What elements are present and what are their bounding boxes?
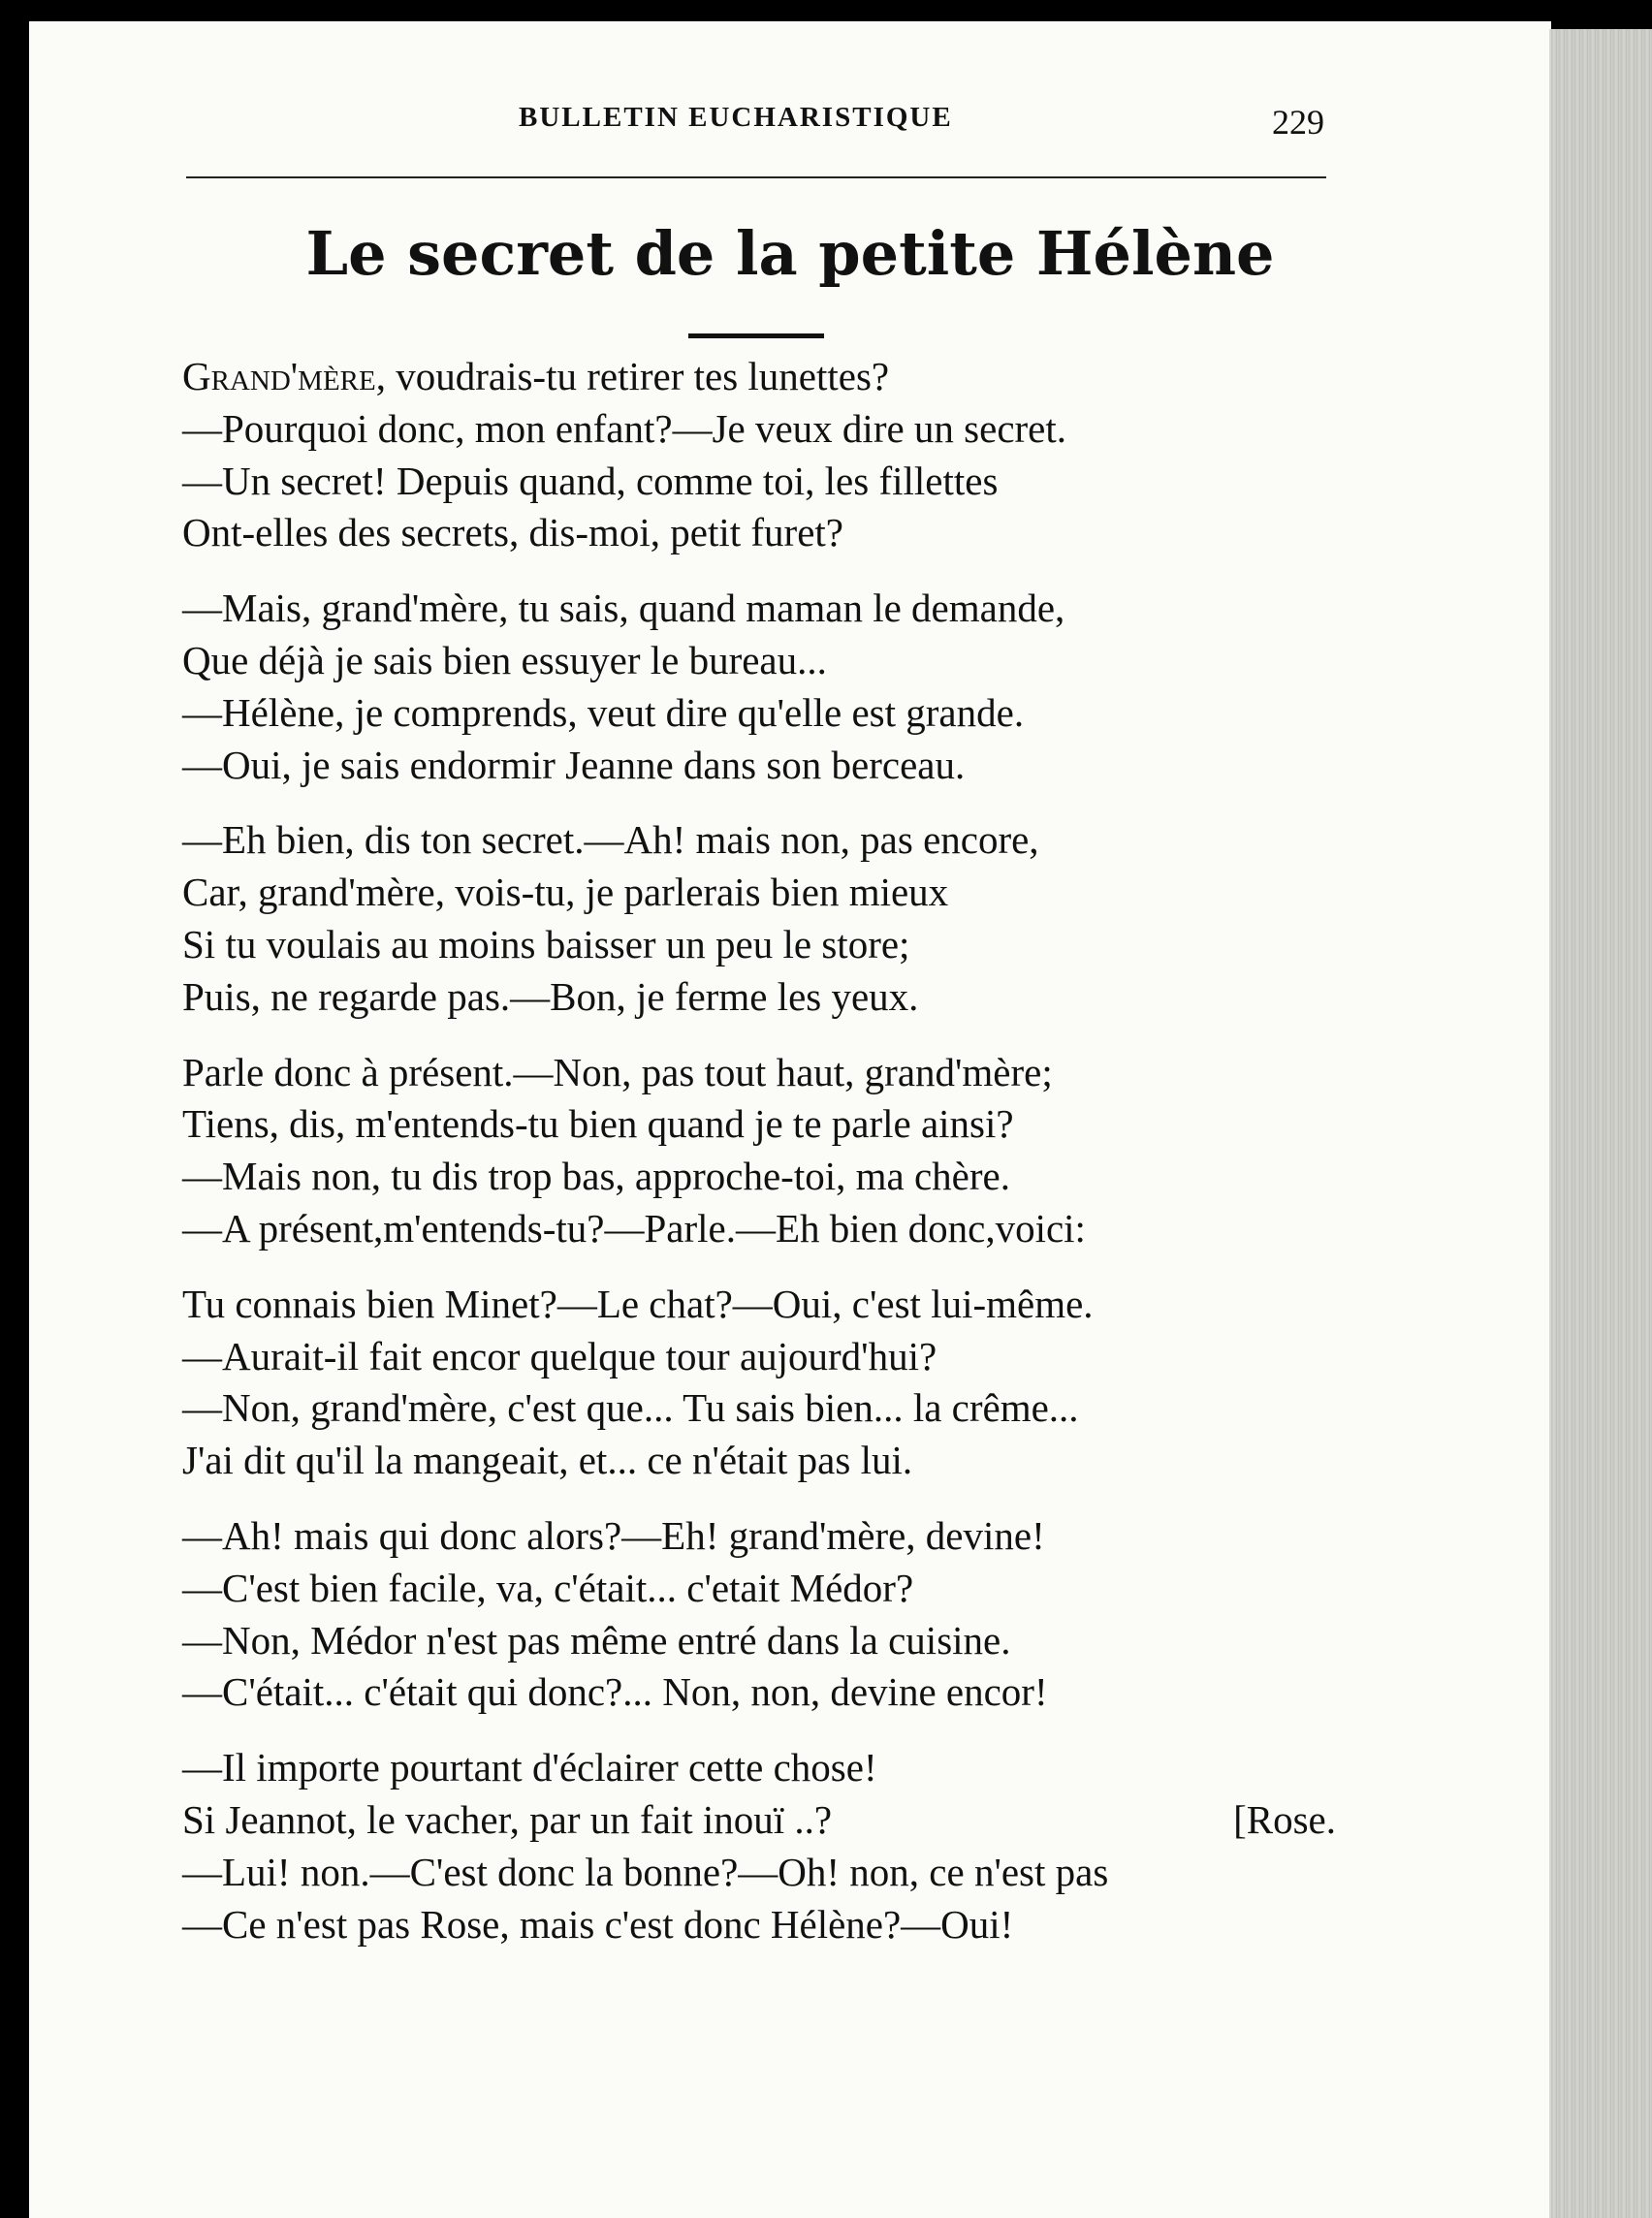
stanza-7 bbox=[182, 1742, 1336, 1950]
poem-line: —Non, grand'mère, c'est que... Tu sais bien... la crême... bbox=[182, 1385, 1079, 1431]
poem-line: Tiens, dis, m'entends-tu bien quand je te parle ainsi? bbox=[182, 1101, 1014, 1147]
poem-body bbox=[182, 351, 1336, 1974]
poem-line: —Lui! non.—C'est donc la bonne?—Oh! non, ce n'est pas bbox=[182, 1849, 1109, 1894]
title-rule bbox=[688, 333, 824, 338]
poem-line: —Aurait-il fait encor quelque tour aujourd'hui? bbox=[182, 1333, 937, 1378]
poem-line: Tu connais bien Minet?—Le chat?—Oui, c'est lui-même. bbox=[182, 1281, 1094, 1326]
poem-line: —A présent,m'entends-tu?—Parle.—Eh bien donc,voici: bbox=[182, 1205, 1086, 1251]
poem-line: Car, grand'mère, vois-tu, je parlerais bien mieux bbox=[182, 870, 949, 915]
page-number: 229 bbox=[1272, 103, 1324, 142]
poem-line: Parle donc à présent.—Non, pas tout haut, grand'mère; bbox=[182, 1049, 1053, 1094]
poem-line: Ont-elles des secrets, dis-moi, petit furet? bbox=[182, 510, 843, 555]
poem-line: —Il importe pourtant d'éclairer cette chose! bbox=[182, 1745, 877, 1790]
poem-line: —C'était... c'était qui donc?... Non, non, devine encor! bbox=[182, 1669, 1048, 1715]
poem-line: Que déjà je sais bien essuyer le bureau... bbox=[182, 637, 827, 682]
poem-line: —Hélène, je comprends, veut dire qu'elle est grande. bbox=[182, 689, 1025, 735]
poem-title: Le secret de la petite Hélène bbox=[305, 218, 1275, 289]
stanza-2 bbox=[182, 583, 1336, 791]
line-text: Si Jeannot, le vacher, par un fait inouï ..? bbox=[182, 1796, 833, 1842]
poem-line: —Oui, je sais endormir Jeanne dans son berceau. bbox=[182, 742, 966, 787]
stanza-4 bbox=[182, 1047, 1336, 1255]
page-edge bbox=[1549, 29, 1652, 2218]
poem-line: —Ah! mais qui donc alors?—Eh! grand'mère, devine! bbox=[182, 1512, 1045, 1558]
poem-line: Puis, ne regarde pas.—Bon, je ferme les yeux. bbox=[182, 973, 919, 1019]
poem-line: —Mais non, tu dis trop bas, approche-toi, ma chère. bbox=[182, 1154, 1010, 1199]
stanza-5 bbox=[182, 1279, 1336, 1487]
line-text: voudrais-tu retirer tes lunettes? bbox=[385, 354, 890, 398]
running-title: BULLETIN EUCHARISTIQUE bbox=[519, 102, 953, 133]
poem-line: —C'est bien facile, va, c'était... c'etait Médor? bbox=[182, 1565, 914, 1610]
carryover-word: [Rose. bbox=[1233, 1796, 1336, 1842]
poem-line: —Un secret! Depuis quand, comme toi, les fillettes bbox=[182, 458, 999, 503]
poem-line bbox=[182, 351, 1336, 403]
stanza-6 bbox=[182, 1510, 1336, 1719]
poem-line: —Eh bien, dis ton secret.—Ah! mais non, pas encore, bbox=[182, 817, 1039, 863]
poem-line: —Non, Médor n'est pas même entré dans la cuisine. bbox=[182, 1617, 1011, 1663]
stanza-3 bbox=[182, 814, 1336, 1023]
poem-line bbox=[182, 1794, 1336, 1847]
poem-line: —Ce n'est pas Rose, mais c'est donc Hélène?—Oui! bbox=[182, 1901, 1014, 1947]
poem-line: —Mais, grand'mère, tu sais, quand maman le demande, bbox=[182, 586, 1065, 631]
poem-line: —Pourquoi donc, mon enfant?—Je veux dire un secret. bbox=[182, 405, 1067, 451]
poem-line: Si tu voulais au moins baisser un peu le store; bbox=[182, 921, 910, 966]
stanza-1 bbox=[182, 351, 1336, 559]
header-rule bbox=[186, 176, 1326, 178]
first-word: Grand'mère, bbox=[182, 354, 386, 398]
poem-line: J'ai dit qu'il la mangeait, et... ce n'était pas lui. bbox=[182, 1438, 913, 1483]
